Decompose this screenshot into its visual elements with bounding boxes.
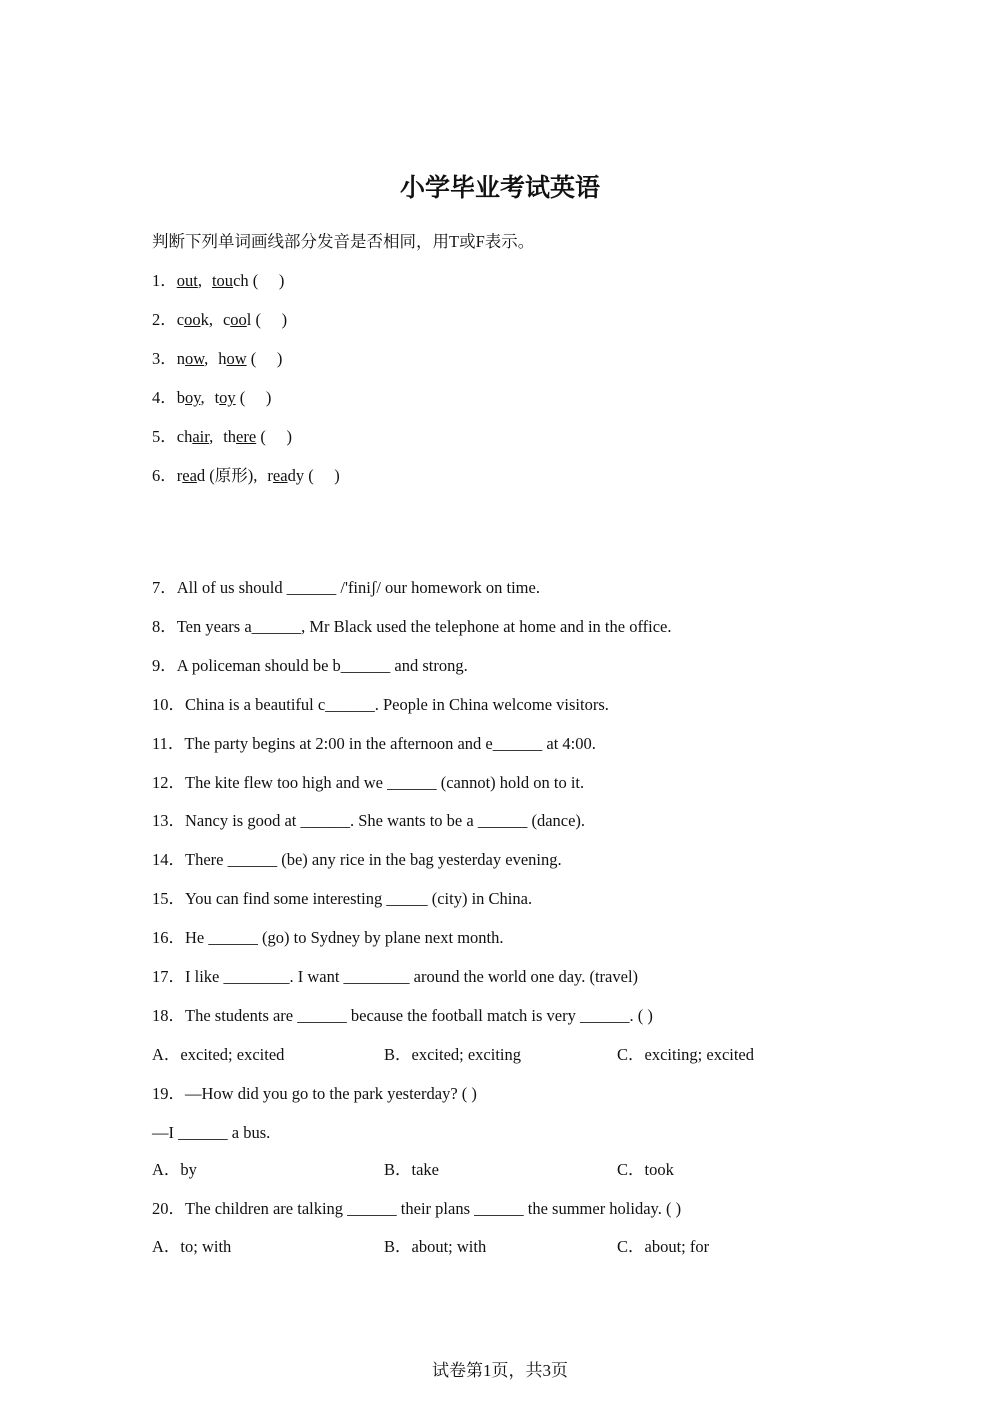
- answer-bracket: ( ): [251, 310, 288, 329]
- question-number: 11．: [152, 734, 185, 753]
- answer-bracket: ( ): [256, 427, 292, 446]
- question-number: 4．: [152, 388, 177, 407]
- question-item: [152, 889, 532, 909]
- word-part: d (原形),: [196, 466, 258, 485]
- question-text: China is a beautiful c______. People in China welcome visitors.: [185, 695, 609, 714]
- underlined-letters: tou: [211, 271, 234, 290]
- question-number: 10．: [152, 695, 185, 714]
- question-item: [152, 734, 596, 754]
- underlined-letters: oo: [230, 310, 247, 329]
- question-number: 1．: [152, 271, 177, 290]
- question-number: 20．: [152, 1199, 185, 1218]
- word-part: c: [176, 310, 185, 329]
- word-part: r: [176, 466, 183, 485]
- word-part: c: [222, 310, 231, 329]
- question-number: 17．: [152, 967, 185, 986]
- word-part: ch: [233, 271, 249, 290]
- question-number: 13．: [152, 811, 185, 830]
- word-part: dy: [287, 466, 305, 485]
- answer-bracket: ( ): [304, 466, 340, 485]
- underlined-letters: ere: [236, 427, 257, 446]
- word-part: k,: [200, 310, 213, 329]
- word-part: b: [176, 388, 185, 407]
- question-text: Nancy is good at ______. She wants to be a ______ (dance).: [185, 811, 586, 830]
- word-part: ,: [204, 349, 209, 368]
- question-20: [152, 1199, 681, 1219]
- underlined-letters: oo: [184, 310, 201, 329]
- word-part: n: [176, 349, 185, 368]
- question-text: You can find some interesting _____ (city) in China.: [185, 889, 533, 908]
- question-item: [152, 617, 672, 637]
- question-text: —How did you go to the park yesterday? ( ): [185, 1084, 477, 1103]
- phonics-item: [152, 427, 292, 447]
- answer-bracket: ( ): [246, 349, 283, 368]
- question-text: The party begins at 2:00 in the afternoon and e______ at 4:00.: [184, 734, 596, 753]
- question-item: [152, 928, 504, 948]
- phonics-item: [152, 271, 284, 291]
- word-part: t: [214, 388, 220, 407]
- underlined-letters: ow: [226, 349, 247, 368]
- underlined-letters: out: [176, 271, 198, 290]
- answer-bracket: ( ): [235, 388, 272, 407]
- question-item: [152, 811, 585, 831]
- underlined-letters: oy: [185, 388, 201, 407]
- question-number: 18．: [152, 1006, 185, 1025]
- answer-bracket: ( ): [248, 271, 285, 290]
- instruction: 判断下列单词画线部分发音是否相同，用T或F表示。: [152, 232, 535, 251]
- underlined-letters: ea: [272, 466, 288, 485]
- phonics-item: [152, 310, 287, 330]
- question-number: 14．: [152, 850, 185, 869]
- q19-option-b: B．take: [384, 1160, 439, 1179]
- question-number: 16．: [152, 928, 185, 947]
- question-text: He ______ (go) to Sydney by plane next month.: [185, 928, 504, 947]
- underlined-letters: air: [192, 427, 210, 446]
- question-text: The students are ______ because the football match is very ______. ( ): [185, 1006, 653, 1025]
- question-text: The kite flew too high and we ______ (cannot) hold on to it.: [185, 773, 585, 792]
- question-19-reply: —I ______ a bus.: [152, 1123, 271, 1142]
- question-number: 8．: [152, 617, 177, 636]
- question-number: 15．: [152, 889, 185, 908]
- question-item: [152, 578, 540, 598]
- phonics-item: [152, 466, 340, 486]
- underlined-letters: oy: [219, 388, 236, 407]
- word-part: ,: [209, 427, 214, 446]
- question-item: [152, 850, 562, 870]
- question-text: I like ________. I want ________ around the world one day. (travel): [185, 967, 639, 986]
- question-number: 3．: [152, 349, 177, 368]
- underlined-letters: ow: [185, 349, 205, 368]
- word-part: ,: [197, 271, 202, 290]
- question-item: [152, 1006, 653, 1026]
- phonics-item: [152, 349, 282, 369]
- page-title: 小学毕业考试英语: [399, 173, 600, 202]
- question-item: [152, 967, 638, 987]
- q19-option-a: A．by: [152, 1160, 197, 1179]
- word-part: ,: [200, 388, 205, 407]
- question-text: There ______ (be) any rice in the bag yesterday evening.: [185, 850, 562, 869]
- word-part: r: [267, 466, 273, 485]
- question-number: 7．: [152, 578, 177, 597]
- q20-option-b: B．about; with: [384, 1237, 487, 1256]
- question-number: 6．: [152, 466, 177, 485]
- phonics-item: [152, 388, 271, 408]
- question-text: The children are talking ______ their plans ______ the summer holiday. ( ): [185, 1199, 682, 1218]
- question-text: All of us should ______ /'finiʃ/ our homework on time.: [176, 578, 540, 597]
- q18-option-a: A．excited; excited: [152, 1045, 285, 1064]
- question-item: [152, 656, 468, 676]
- question-item: [152, 773, 584, 793]
- question-text: Ten years a______, Mr Black used the telephone at home and in the office.: [176, 617, 672, 636]
- word-part: h: [218, 349, 227, 368]
- question-number: 12．: [152, 773, 185, 792]
- question-number: 9．: [152, 656, 177, 675]
- question-item: [152, 695, 609, 715]
- q20-option-a: A．to; with: [152, 1237, 232, 1256]
- question-number: 19．: [152, 1084, 185, 1103]
- word-part: ch: [176, 427, 193, 446]
- q18-option-c: C．exciting; excited: [617, 1045, 755, 1064]
- q20-option-c: C．about; for: [617, 1237, 710, 1256]
- question-number: 5．: [152, 427, 177, 446]
- question-19: [152, 1084, 477, 1104]
- page-footer: 试卷第1页，共3页: [432, 1361, 568, 1380]
- underlined-letters: ea: [182, 466, 197, 485]
- question-number: 2．: [152, 310, 177, 329]
- question-text: A policeman should be b______ and strong.: [176, 656, 468, 675]
- q18-option-b: B．excited; exciting: [384, 1045, 522, 1064]
- q19-option-c: C．took: [617, 1160, 674, 1179]
- word-part: th: [223, 427, 237, 446]
- word-part: l: [246, 310, 252, 329]
